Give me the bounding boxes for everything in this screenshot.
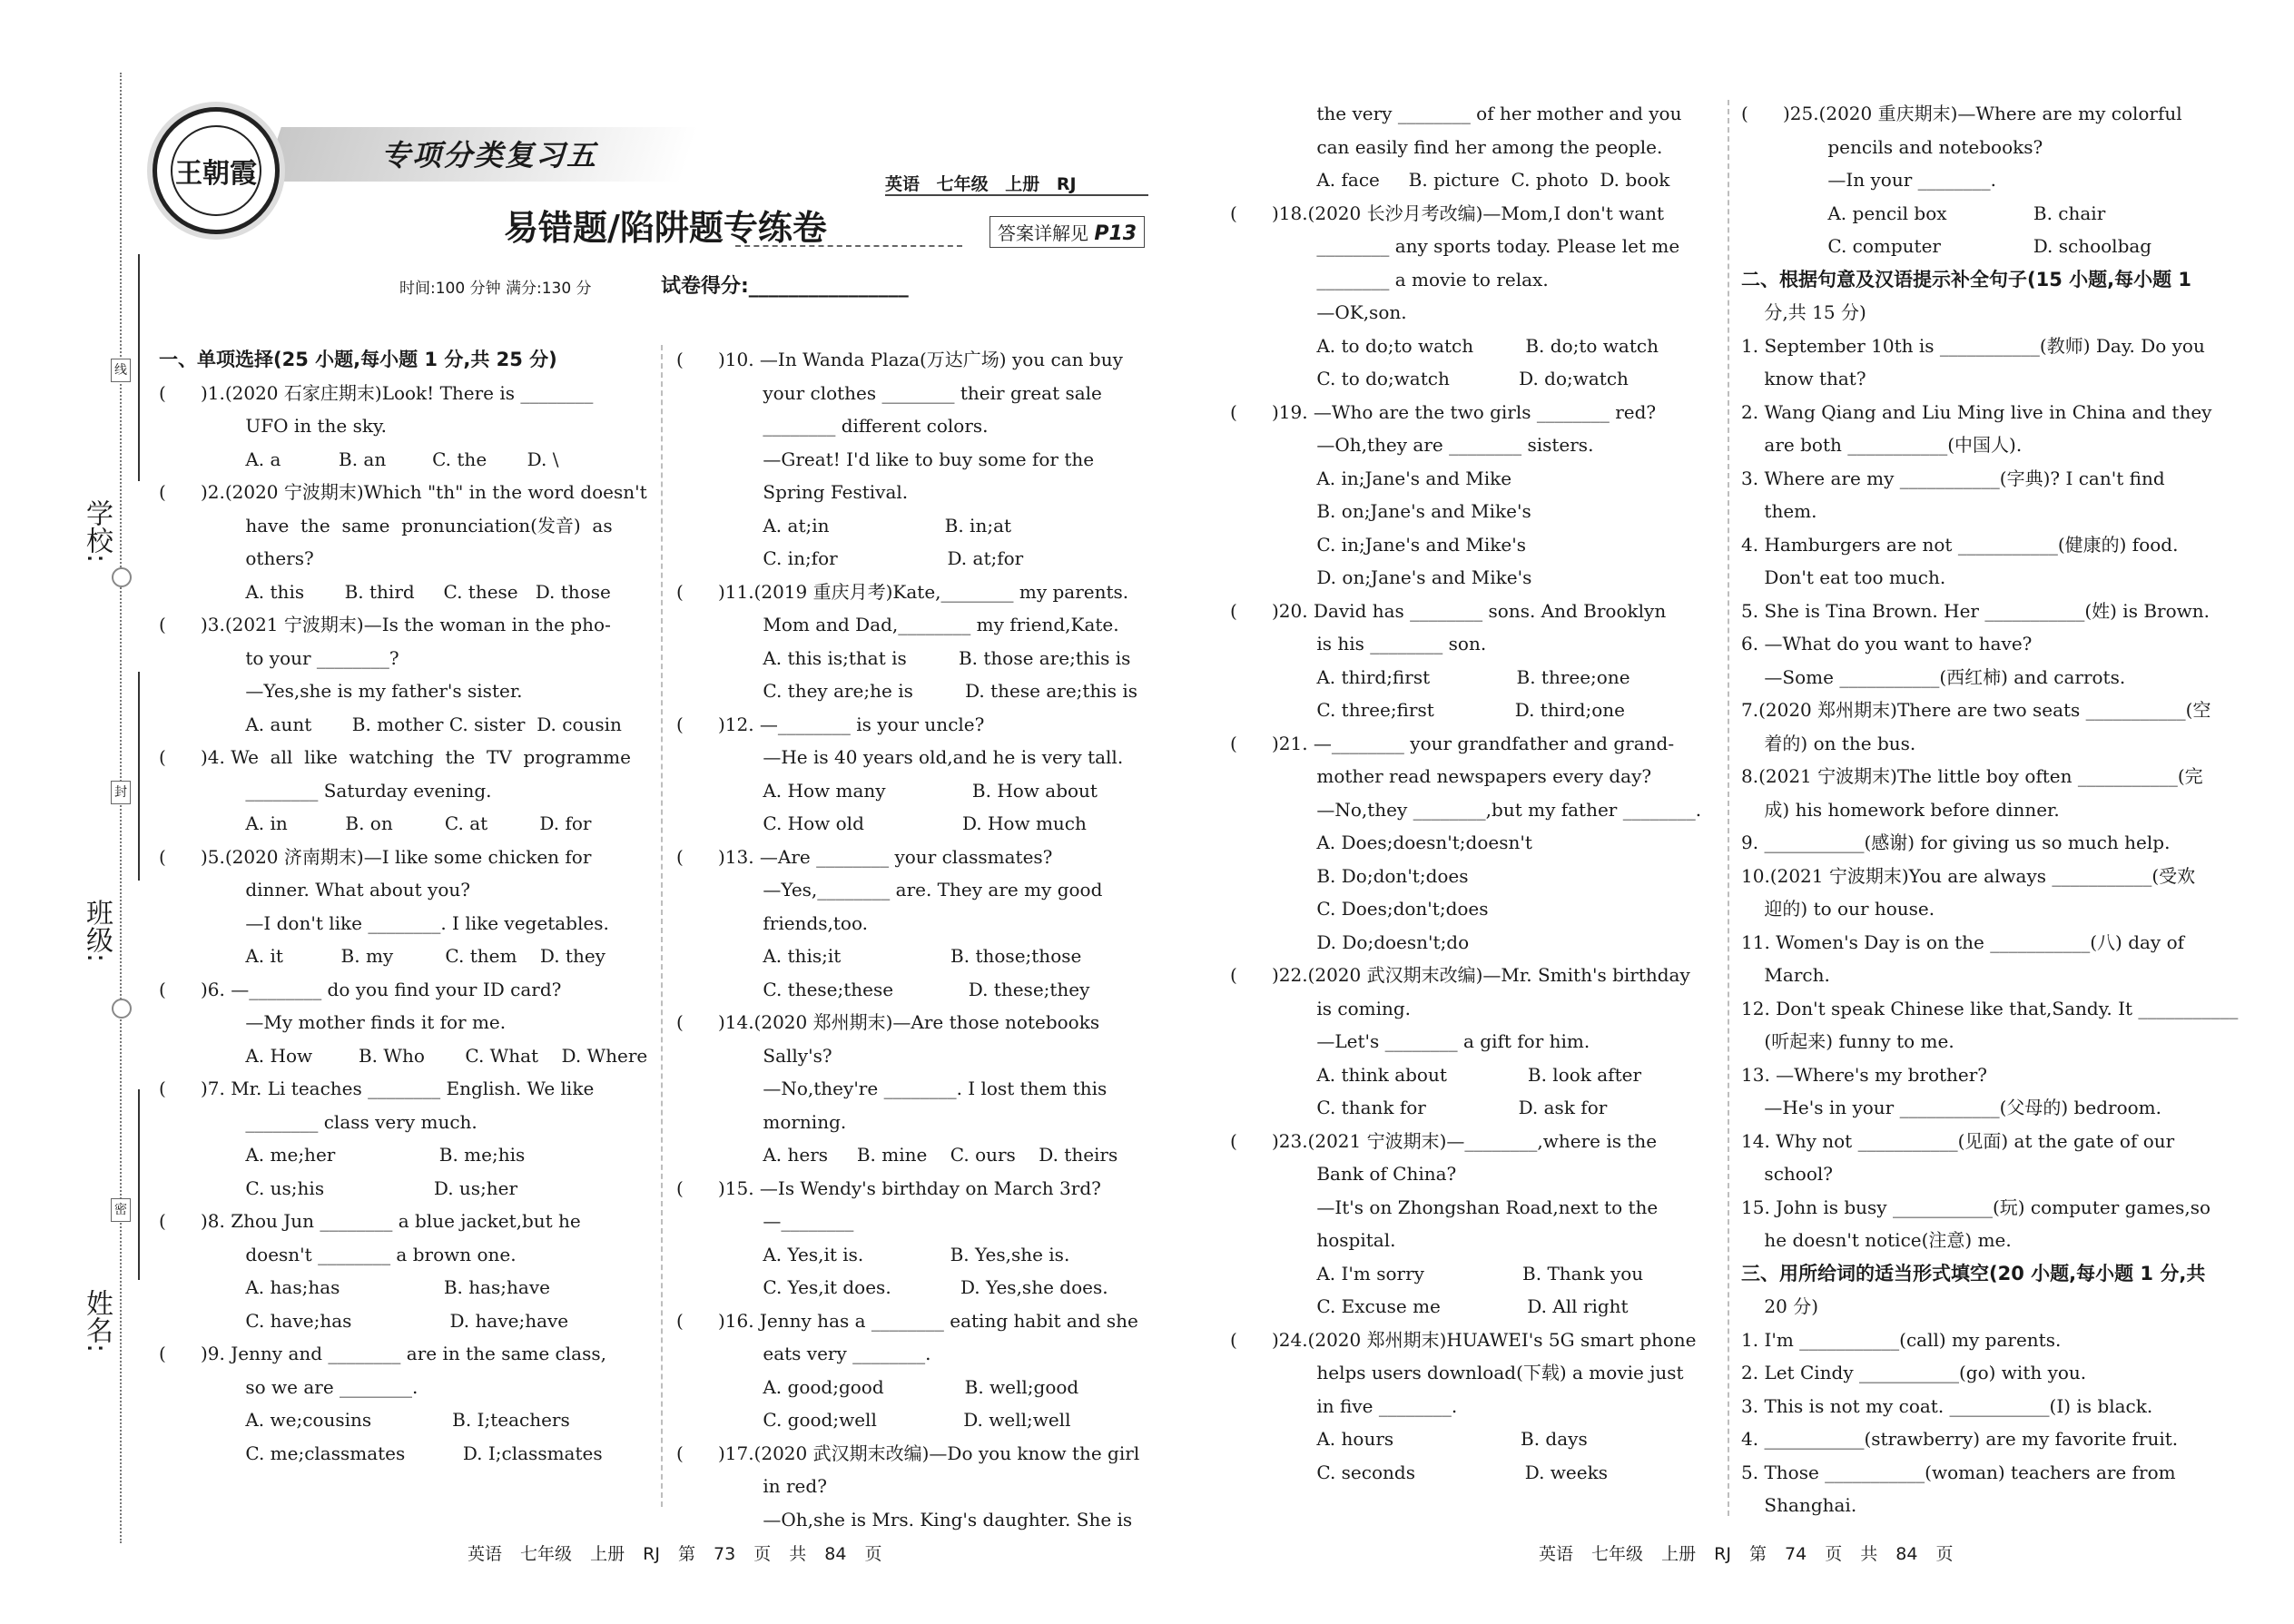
text-line: 成) his homework before dinner. [1741,798,2060,821]
text-line: hospital. [1230,1229,1396,1251]
text-line: A. face B. picture C. photo D. book [1230,169,1670,191]
text-line: ( )24.(2020 郑州期末)HUAWEI's 5G smart phone [1230,1328,1697,1351]
text-line: ________ Saturday evening. [159,779,492,802]
text-line: ( )9. Jenny and ________ are in the same class, [159,1343,606,1364]
text-line: A. this is;that is B. those are;this is [676,646,1131,669]
text-line: —No,they're ________. I lost them this [676,1078,1108,1099]
text-line: A. this;it B. those;those [676,945,1082,967]
text-line: are both ___________(中国人). [1741,434,2023,456]
answer-ref-page: P13 [1094,222,1137,245]
text-line: 3. This is not my coat. ___________(I) is black. [1741,1394,2153,1417]
text-line: A. me;her B. me;his [159,1144,526,1166]
column-divider [1728,100,1729,1516]
text-line: 迎的) to our house. [1741,898,1935,920]
paper-subtitle: 易错题/陷阱题专练卷 [504,207,827,248]
answer-ref-text: 答案详解见 [998,222,1088,244]
score-field[interactable]: 试卷得分:________________ [661,275,909,298]
text-line: ________ different colors. [676,415,989,437]
text-line: C. Yes,it does. D. Yes,she does. [676,1276,1108,1298]
text-line: ( )5.(2020 济南期末)—I like some chicken for [159,845,592,868]
binding-dotted-line [120,73,122,1543]
text-line: the very ________ of her mother and you [1230,103,1682,124]
text-line: dinner. What about you? [159,879,470,901]
text-line: A. hours B. days [1230,1428,1588,1450]
text-line: C. thank for D. ask for [1230,1097,1608,1118]
text-line: A. in;Jane's and Mike [1230,467,1512,489]
text-line: pencils and notebooks? [1741,135,2043,158]
text-line: A. we;cousins B. I;teachers [159,1409,570,1431]
text-line: others? [159,547,314,569]
text-line: school? [1741,1163,1833,1185]
text-line: A. a B. an C. the D. \ [159,448,559,470]
binding-hole [112,567,132,587]
text-line: A. this B. third C. these D. those [159,580,611,603]
text-line: have the same pronunciation(发音) as [159,514,613,536]
text-line: C. to do;watch D. do;watch [1230,368,1629,389]
text-line: ( )17.(2020 武汉期末改编)—Do you know the girl [676,1442,1140,1464]
text-line: 7.(2020 郑州期末)There are two seats ___________(空 [1741,699,2211,721]
text-line: them. [1741,500,1817,522]
text-line: ( )19. —Who are the two girls ________ red? [1230,400,1657,423]
text-line: ( )13. —Are ________ your classmates? [676,845,1053,868]
text-line: A. Does;doesn't;doesn't [1230,832,1532,853]
text-line: ( )15. —Is Wendy's birthday on March 3rd? [676,1176,1101,1199]
text-line: —Oh,she is Mrs. King's daughter. She is [676,1508,1133,1530]
text-line: 6. —What do you want to have? [1741,633,2033,655]
text-line: mother read newspapers every day? [1230,765,1652,787]
text-line: doesn't ________ a brown one. [159,1243,517,1265]
text-line: 20 分) [1741,1295,1819,1317]
text-line: 13. —Where's my brother? [1741,1063,1988,1086]
text-line: C. seconds D. weeks [1230,1461,1608,1483]
text-line: ( )18.(2020 长沙月考改编)—Mom,I don't want [1230,202,1665,224]
class-label: 班级: [81,899,113,963]
text-line: A. think about B. look after [1230,1063,1642,1086]
text-line: A. aunt B. mother C. sister D. cousin [159,713,622,735]
text-line: A. How B. Who C. What D. Where [159,1044,648,1067]
binding-hole [112,999,132,1019]
text-line: (听起来) funny to me. [1741,1030,1954,1052]
text-line: in five ________. [1230,1394,1458,1417]
text-line: B. on;Jane's and Mike's [1230,500,1531,522]
topic-title: 专项分类复习五 [381,138,598,172]
text-line: C. computer D. schoolbag [1741,235,2152,257]
text-line: —My mother finds it for me. [159,1011,507,1033]
text-line: —No,they ________,but my father ________. [1230,798,1702,821]
text-line: 分,共 15 分) [1741,301,1866,323]
text-line: 2. Let Cindy ___________(go) with you. [1741,1362,2087,1383]
text-line: 4. Hamburgers are not ___________(健康的) food. [1741,533,2179,556]
text-line: your clothes ________ their great sale [676,381,1102,404]
text-line: ________ any sports today. Please let me [1230,235,1680,257]
text-line: —________ [676,1210,854,1232]
text-line: he doesn't notice(注意) me. [1741,1229,2012,1251]
text-line: C. they are;he is D. these are;this is [676,680,1137,702]
text-line: C. Does;don't;does [1230,898,1489,920]
text-line: A. at;in B. in;at [676,514,1012,536]
text-line: 8.(2021 宁波期末)The little boy often ___________(完 [1741,765,2203,787]
text-line: 15. John is busy ___________(玩) computer games,so [1741,1196,2211,1218]
text-line: Mom and Dad,________ my friend,Kate. [676,614,1119,635]
text-line: —It's on Zhongshan Road,next to the [1230,1196,1659,1218]
text-line: C. How old D. How much [676,812,1087,834]
school-label: 学校: [81,499,113,564]
text-line: C. Excuse me D. All right [1230,1295,1629,1317]
text-line: ( )25.(2020 重庆期末)—Where are my colorful [1741,103,2182,124]
text-line: 5. Those ___________(woman) teachers are from [1741,1461,2176,1483]
text-line: ( )10. —In Wanda Plaza(万达广场) you can buy [676,349,1123,370]
text-line: B. Do;don't;does [1230,864,1469,887]
text-line: 12. Don't speak Chinese like that,Sandy. It ___________ [1741,997,2239,1019]
text-line: Bank of China? [1230,1163,1457,1185]
text-line: to your ________? [159,646,399,669]
grade-tagline: 英语 七年级 上册 RJ [885,174,1077,194]
answer-reference [989,216,1145,248]
column-2 [676,343,1167,1536]
text-line: ( )4. We all like watching the TV programme [159,746,631,768]
text-line: —Some ___________(西红柿) and carrots. [1741,665,2126,688]
exam-meta: 时间:100 分钟 满分:130 分 [399,280,592,298]
text-line: is coming. [1230,997,1412,1019]
text-line: Shanghai. [1741,1494,1857,1516]
text-line: —Let's ________ a gift for him. [1230,1030,1590,1052]
text-line: eats very ________. [676,1343,931,1364]
text-line: ( )12. —________ is your uncle? [676,713,985,735]
text-line: helps users download(下载) a movie just [1230,1362,1684,1383]
text-line: —Yes,________ are. They are my good [676,879,1103,901]
text-line: A. it B. my C. them D. they [159,945,605,967]
text-line: in red? [676,1475,827,1497]
tagline-underline [885,194,1148,196]
text-line: ( )14.(2020 郑州期末)—Are those notebooks [676,1011,1100,1033]
text-line: 5. She is Tina Brown. Her ___________(姓) is Brown. [1741,599,2210,622]
text-line: ________ a movie to relax. [1230,268,1549,290]
text-line: ( )1.(2020 石家庄期末)Look! There is ________ [159,381,594,404]
text-line: know that? [1741,368,1866,389]
text-line: C. three;first D. third;one [1230,699,1625,721]
class-write-line[interactable] [138,672,140,881]
text-line: —OK,son. [1230,301,1407,323]
text-line: A. in B. on C. at D. for [159,812,592,834]
text-line: 三、用所给词的适当形式填空(20 小题,每小题 1 分,共 [1741,1262,2206,1284]
text-line: —Yes,she is my father's sister. [159,680,523,702]
seal-char-dense: 密 [111,1198,131,1222]
name-write-line[interactable] [138,1089,140,1280]
column-3 [1230,97,1720,1489]
footer-left: 英语 七年级 上册 RJ 第 73 页 共 84 页 [468,1544,882,1564]
text-line: 着的) on the bus. [1741,732,1916,754]
column-1 [159,343,649,1470]
seal-char-seal: 封 [111,781,131,804]
text-line: C. have;has D. have;have [159,1309,569,1332]
text-line: ( )7. Mr. Li teaches ________ English. We like [159,1078,595,1099]
text-line: ( )21. —________ your grandfather and grand- [1230,732,1675,754]
text-line: 2. Wang Qiang and Liu Ming live in China and they [1741,400,2212,423]
text-line: ( )6. —________ do you find your ID card? [159,978,562,1000]
text-line: —I don't like ________. I like vegetables. [159,911,609,934]
column-4 [1741,97,2239,1522]
text-line: A. How many B. How about [676,779,1098,802]
text-line: A. I'm sorry B. Thank you [1230,1262,1644,1284]
text-line: morning. [676,1110,847,1133]
text-line: A. hers B. mine C. ours D. theirs [676,1144,1118,1166]
text-line: 11. Women's Day is on the ___________(八) day of [1741,930,2185,953]
text-line: ( )16. Jenny has a ________ eating habit and she [676,1309,1138,1332]
school-write-line[interactable] [138,254,140,481]
text-line: D. Do;doesn't;do [1230,930,1470,953]
column-divider [661,345,663,1507]
text-line: ( )20. David has ________ sons. And Brooklyn [1230,599,1667,622]
text-line: can easily find her among the people. [1230,135,1663,158]
text-line: ( )11.(2019 重庆月考)Kate,________ my parents. [676,580,1129,603]
text-line: C. in;Jane's and Mike's [1230,533,1527,556]
text-line: D. on;Jane's and Mike's [1230,566,1532,588]
decor-dashed-line [735,245,962,247]
text-line: 9. ___________(感谢) for giving us so much help. [1741,832,2171,853]
text-line: 3. Where are my ___________(字典)? I can't find [1741,467,2165,489]
text-line: A. Yes,it is. B. Yes,she is. [676,1243,1070,1265]
text-line: ( )2.(2020 宁波期末)Which "th" in the word doesn't [159,481,647,503]
text-line: March. [1741,964,1830,986]
text-line: C. in;for D. at;for [676,547,1024,569]
text-line: 1. September 10th is ___________(教师) Day. Do you [1741,334,2205,357]
text-line: A. good;good B. well;good [676,1375,1079,1398]
name-label: 姓名: [81,1289,113,1353]
seal-char-line: 线 [111,359,131,382]
text-line: A. to do;to watch B. do;to watch [1230,334,1659,357]
text-line: 二、根据句意及汉语提示补全句子(15 小题,每小题 1 [1741,268,2192,290]
text-line: —Oh,they are ________ sisters. [1230,434,1594,456]
text-line: A. third;first B. three;one [1230,665,1630,688]
text-line: 一、单项选择(25 小题,每小题 1 分,共 25 分) [159,349,557,370]
text-line: C. us;his D. us;her [159,1176,518,1199]
footer-right: 英语 七年级 上册 RJ 第 74 页 共 84 页 [1539,1544,1954,1564]
text-line: friends,too. [676,911,868,934]
text-line: A. has;has B. has;have [159,1276,550,1298]
text-line: C. me;classmates D. I;classmates [159,1442,603,1464]
text-line: Sally's? [676,1044,832,1067]
text-line: so we are ________. [159,1375,418,1398]
text-line: 14. Why not ___________(见面) at the gate of our [1741,1129,2175,1152]
text-line: ( )3.(2021 宁波期末)—Is the woman in the pho- [159,614,611,635]
text-line: A. pencil box B. chair [1741,202,2106,224]
text-line: 1. I'm ___________(call) my parents. [1741,1328,2062,1351]
publisher-logo [153,107,280,234]
text-line: —Great! I'd like to buy some for the [676,448,1095,470]
text-line: ________ class very much. [159,1110,478,1133]
text-line: —In your ________. [1741,169,1996,191]
text-line: UFO in the sky. [159,415,387,437]
binding-strip [54,73,136,1543]
text-line: 4. ___________(strawberry) are my favorite fruit. [1741,1428,2179,1450]
text-line: —He is 40 years old,and he is very tall. [676,746,1124,768]
text-line: Don't eat too much. [1741,566,1946,588]
text-line: Spring Festival. [676,481,909,503]
text-line: ( )23.(2021 宁波期末)—________,where is the [1230,1129,1658,1152]
text-line: ( )8. Zhou Jun ________ a blue jacket,but he [159,1210,581,1232]
text-line: is his ________ son. [1230,633,1487,655]
text-line: 10.(2021 宁波期末)You are always ___________(受欢 [1741,864,2196,887]
logo-text: 王朝霞 [171,125,261,216]
text-line: —He's in your ___________(父母的) bedroom. [1741,1097,2161,1118]
text-line: ( )22.(2020 武汉期末改编)—Mr. Smith's birthday [1230,964,1690,986]
text-line: C. good;well D. well;well [676,1409,1071,1431]
text-line: C. these;these D. these;they [676,978,1090,1000]
